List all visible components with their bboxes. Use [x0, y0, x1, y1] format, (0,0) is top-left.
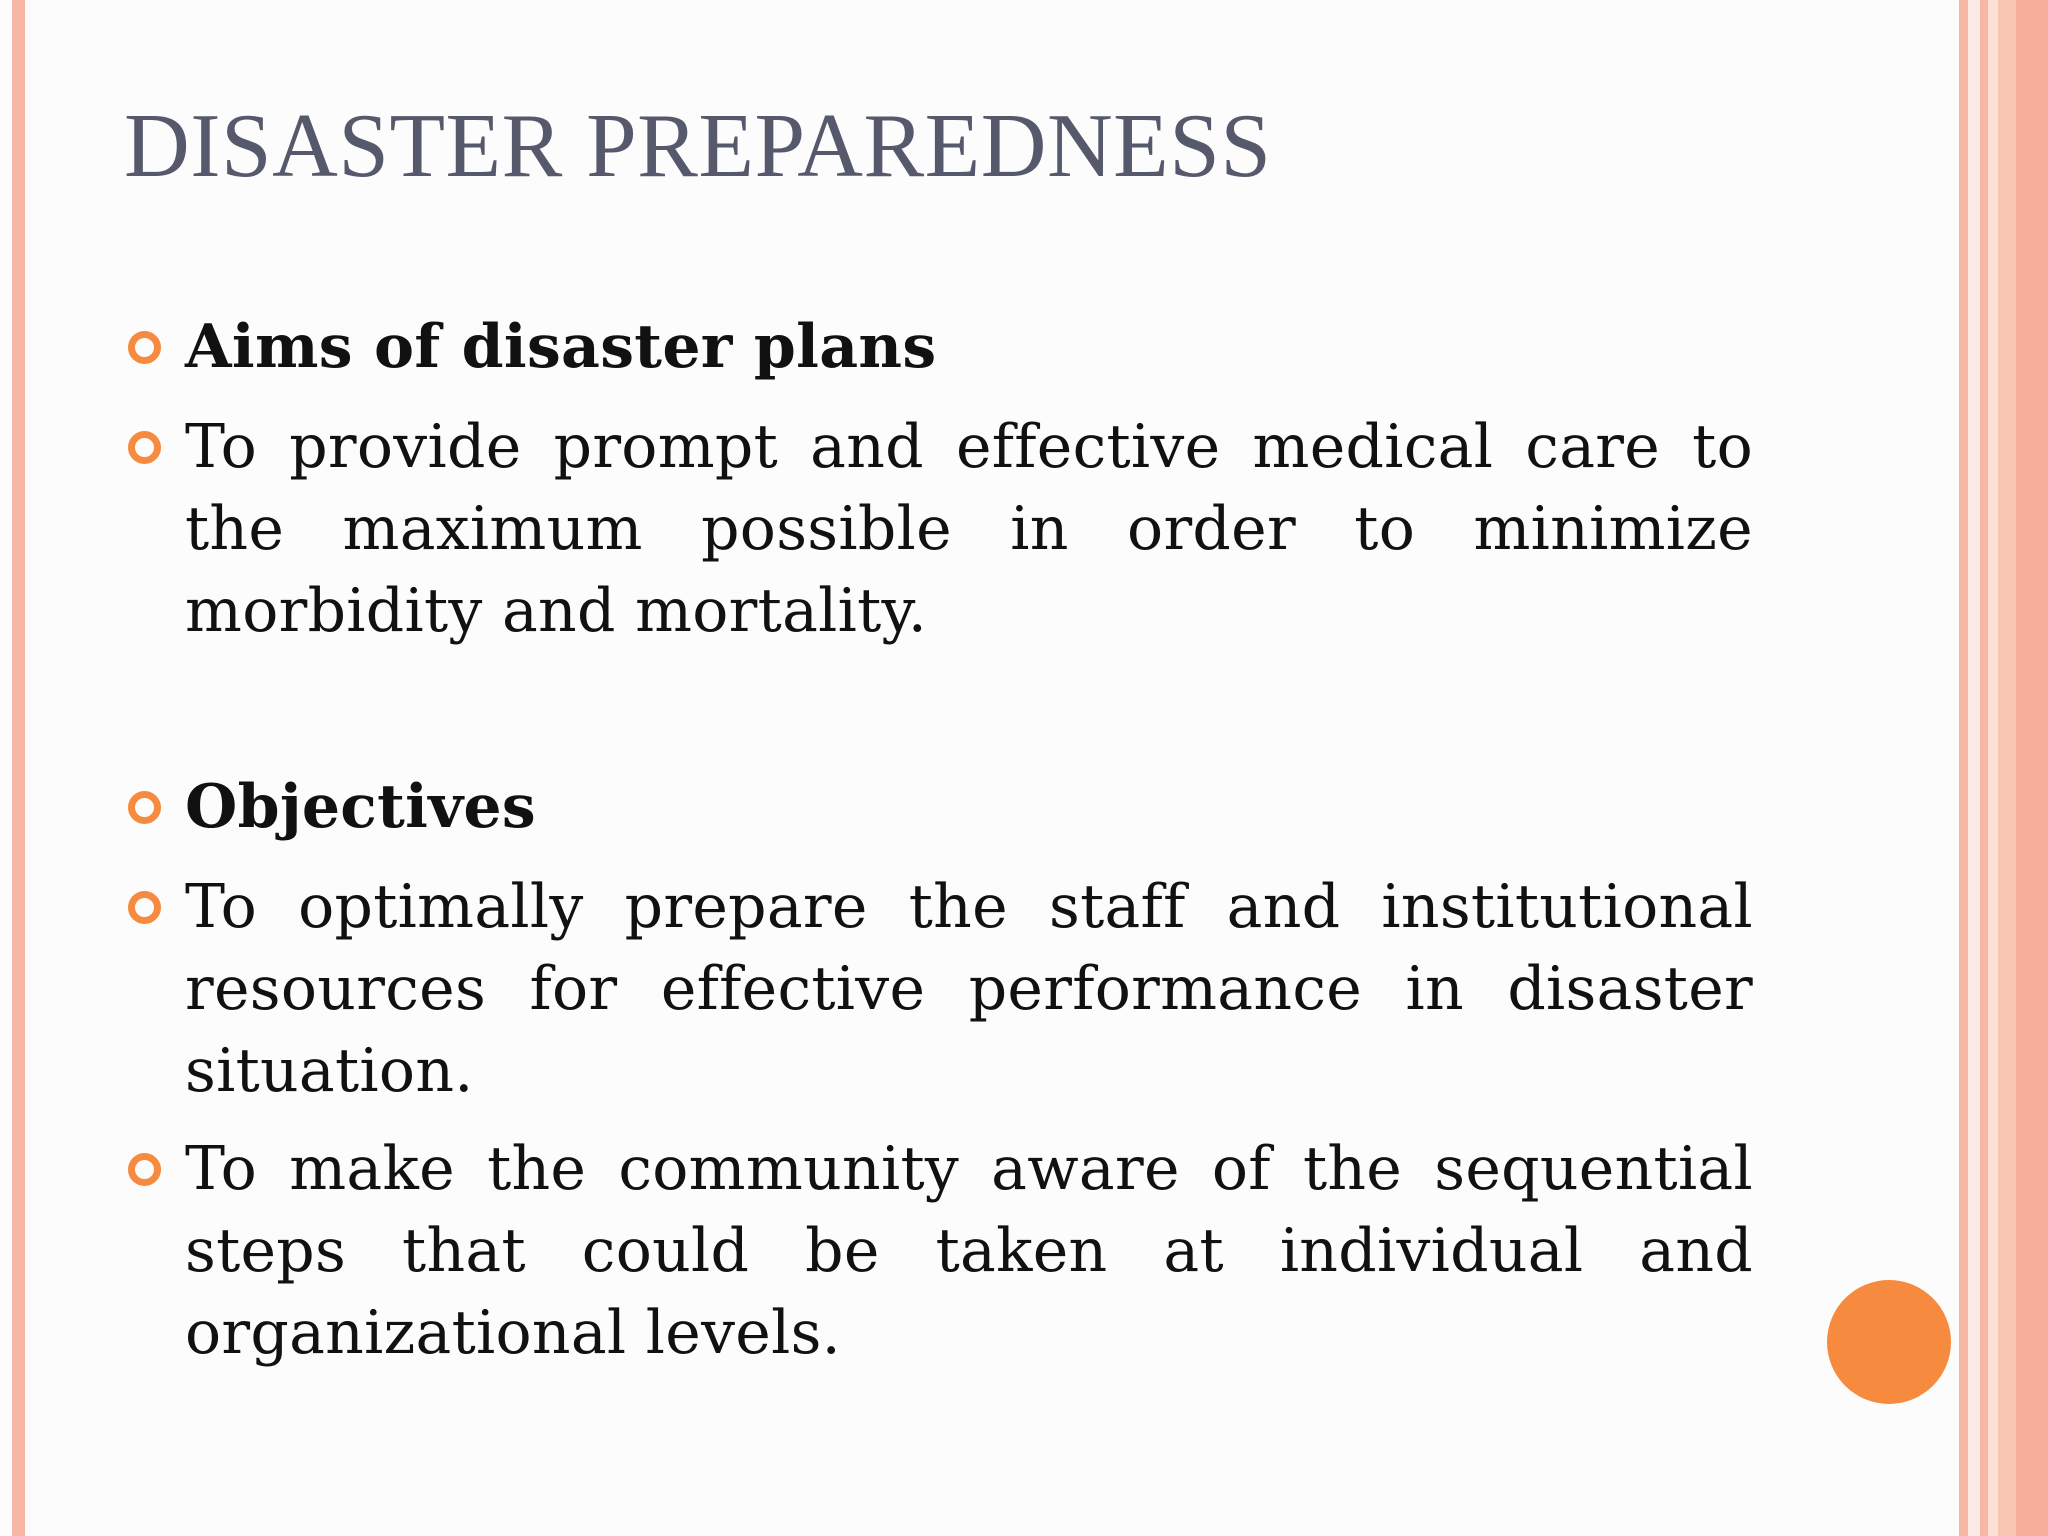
- hollow-circle-bullet-icon: [128, 431, 161, 464]
- bullet-text: To optimally prepare the staff and institutional resources for effective performance in disaster situation.: [185, 872, 1753, 1106]
- bullet-text: Aims of disaster plans: [185, 312, 937, 382]
- bullet-text: To provide prompt and effective medical care to the maximum possible in order to minimize morbidity and mortality.: [185, 412, 1753, 646]
- right-border-stripe: [1968, 0, 1980, 1536]
- slide-title: DISASTER PREPAREDNESS: [124, 95, 1272, 196]
- hollow-circle-bullet-icon: [128, 891, 161, 924]
- hollow-circle-bullet-icon: [128, 1153, 161, 1186]
- bullet-text: To make the community aware of the sequential steps that could be taken at individual and organizational levels.: [185, 1134, 1753, 1368]
- hollow-circle-bullet-icon: [128, 331, 161, 364]
- right-border-stripe: [1998, 0, 2016, 1536]
- filled-circle-icon: [1827, 1280, 1951, 1404]
- hollow-circle-bullet-icon: [128, 791, 161, 824]
- right-border-stripe: [1959, 0, 1968, 1536]
- bullet-text: Objectives: [185, 772, 536, 842]
- right-border-stripe: [1980, 0, 1988, 1536]
- right-border-stripe: [2016, 0, 2048, 1536]
- right-border-stripe: [1988, 0, 1998, 1536]
